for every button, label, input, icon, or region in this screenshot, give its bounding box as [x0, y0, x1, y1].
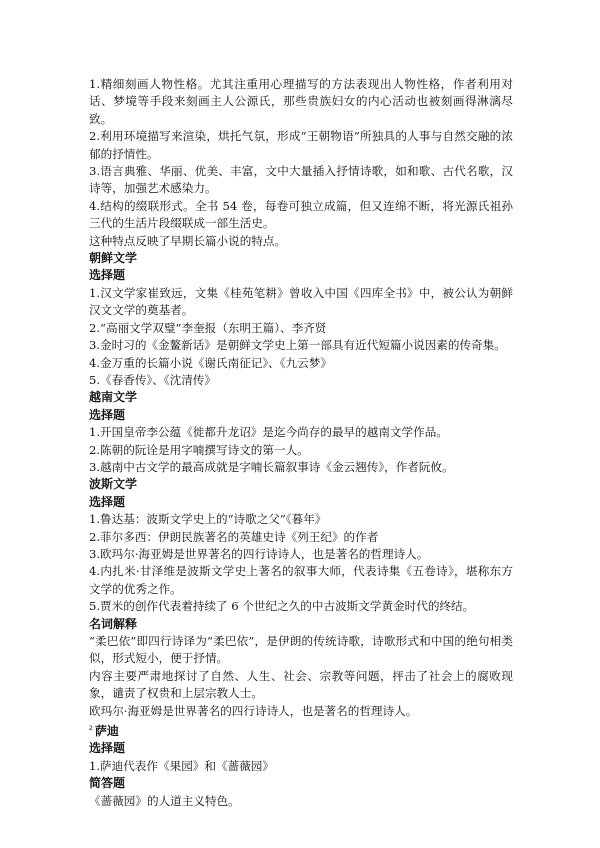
paragraph	[89, 546, 513, 563]
paragraph-text: 内容主要严肃地探讨了自然、人生、社会、宗教等问题，抨击了社会上的腐败现象，谴责了权贵和上层宗教人士。	[89, 668, 513, 701]
paragraph-text: 3.金时习的《金鳌新话》是朝鲜文学史上第一部具有近代短篇小说因素的传奇集。	[89, 338, 506, 353]
paragraph	[89, 372, 513, 389]
heading-text: 简答题	[89, 776, 126, 791]
paragraph	[89, 424, 513, 441]
paragraph-text: 2.利用环境描写来渲染，烘托气氛，形成“王朝物语”所独具的人事与自然交融的浓郁的抒情性。	[89, 129, 513, 161]
paragraph-text: 2.陈朝的阮诠是用字喃撰写诗文的第一人。	[89, 442, 309, 457]
heading-text: 选择题	[89, 268, 126, 283]
heading-text: 越南文学	[89, 390, 138, 405]
paragraph-text: 4.金万重的长篇小说《谢氏南征记》、《九云梦》	[89, 355, 332, 370]
heading-text: 选择题	[89, 494, 126, 509]
heading-text: 朝鲜文学	[89, 251, 138, 266]
section-heading	[89, 407, 513, 424]
paragraph	[89, 76, 513, 128]
paragraph-text: 1.鲁达基：波斯文学史上的“诗歌之父”《暮年》	[89, 512, 327, 527]
paragraph-text: 5.《春香传》、《沈清传》	[89, 372, 216, 387]
section-heading	[89, 616, 513, 633]
paragraph	[89, 355, 513, 372]
paragraph	[89, 598, 513, 615]
paragraph-text: 4.结构的缀联形式。全书 54 卷，每卷可独立成篇，但又连绵不断，将光源氏祖孙三代的生活片段缀联成一部生活史。	[89, 198, 513, 231]
paragraph-text: 5.贾米的创作代表着持续了 6 个世纪之久的中古波斯文学黄金时代的终结。	[89, 599, 475, 614]
section-heading	[89, 720, 513, 740]
paragraph	[89, 285, 513, 320]
section-heading	[89, 250, 513, 267]
heading-text: 萨迪	[94, 724, 119, 739]
paragraph	[89, 633, 513, 668]
paragraph	[89, 511, 513, 528]
section-heading	[89, 775, 513, 792]
paragraph-text: 1.萨迪代表作《果园》和《蔷薇园》	[89, 758, 274, 773]
paragraph-text: “柔巴依”即四行诗译为“柔巴依”，是伊朗的传统诗歌，诗歌形式和中国的绝句相类似，形式短小，便于抒情。	[89, 634, 513, 666]
paragraph-text: 3.越南中古文学的最高成就是字喃长篇叙事诗《金云翘传》，作者阮攸。	[89, 459, 454, 474]
paragraph	[89, 793, 513, 810]
paragraph-text: 1.汉文学家崔致远，文集《桂苑笔耕》曾收入中国《四库全书》中，被公认为朝鲜汉文文学的奠基者。	[89, 285, 513, 318]
paragraph-text: 欧玛尔·海亚姆是世界著名的四行诗诗人，也是著名的哲理诗人。	[89, 703, 418, 718]
paragraph	[89, 233, 513, 250]
paragraph	[89, 163, 513, 198]
heading-text: 选择题	[89, 741, 126, 756]
paragraph-text: 1.开国皇帝李公蕴《徙都升龙诏》是迄今尚存的最早的越南文学作品。	[89, 425, 448, 440]
paragraph-text: 这种特点反映了早期长篇小说的特点。	[89, 233, 287, 248]
paragraph	[89, 128, 513, 163]
section-heading	[89, 740, 513, 757]
paragraph	[89, 442, 513, 459]
paragraph-text: 3.语言典雅、华丽、优美、丰富，文中大量插入抒情诗歌，如和歌、古代名歌，汉诗等，加强艺术感染力。	[89, 164, 513, 196]
section-heading	[89, 267, 513, 284]
paragraph	[89, 703, 513, 720]
paragraph	[89, 668, 513, 703]
paragraph	[89, 529, 513, 546]
paragraph-text: 3.欧玛尔·海亚姆是世界著名的四行诗诗人，也是著名的哲理诗人。	[89, 546, 429, 561]
heading-text: 波斯文学	[89, 477, 138, 492]
paragraph-text: 2.菲尔多西：伊朗民族著名的英雄史诗《列王纪》的作者	[89, 529, 379, 544]
paragraph	[89, 320, 513, 337]
section-heading	[89, 389, 513, 406]
section-heading	[89, 476, 513, 493]
paragraph	[89, 459, 513, 476]
paragraph-text: 1.精细刻画人物性格。尤其注重用心理描写的方法表现出人物性格，作者利用对话、梦境等手段来刻画主人公源氏，那些贵族妇女的内心活动也被刻画得淋漓尽致。	[89, 77, 513, 126]
heading-marker: 2	[89, 725, 93, 733]
paragraph	[89, 337, 513, 354]
paragraph-text: 4.内扎米·甘泽维是波斯文学史上著名的叙事大师，代表诗集《五卷诗》，堪称东方文学的优秀之作。	[89, 564, 513, 596]
document-body	[89, 76, 513, 810]
paragraph	[89, 198, 513, 233]
heading-text: 名词解释	[89, 616, 138, 631]
section-heading	[89, 494, 513, 511]
paragraph-text: 2.“高丽文学双璧”李奎报（东明王篇）、李齐贤	[89, 320, 327, 335]
paragraph	[89, 563, 513, 598]
heading-text: 选择题	[89, 407, 126, 422]
paragraph	[89, 758, 513, 775]
paragraph-text: 《蔷薇园》的人道主义特色。	[89, 793, 240, 808]
